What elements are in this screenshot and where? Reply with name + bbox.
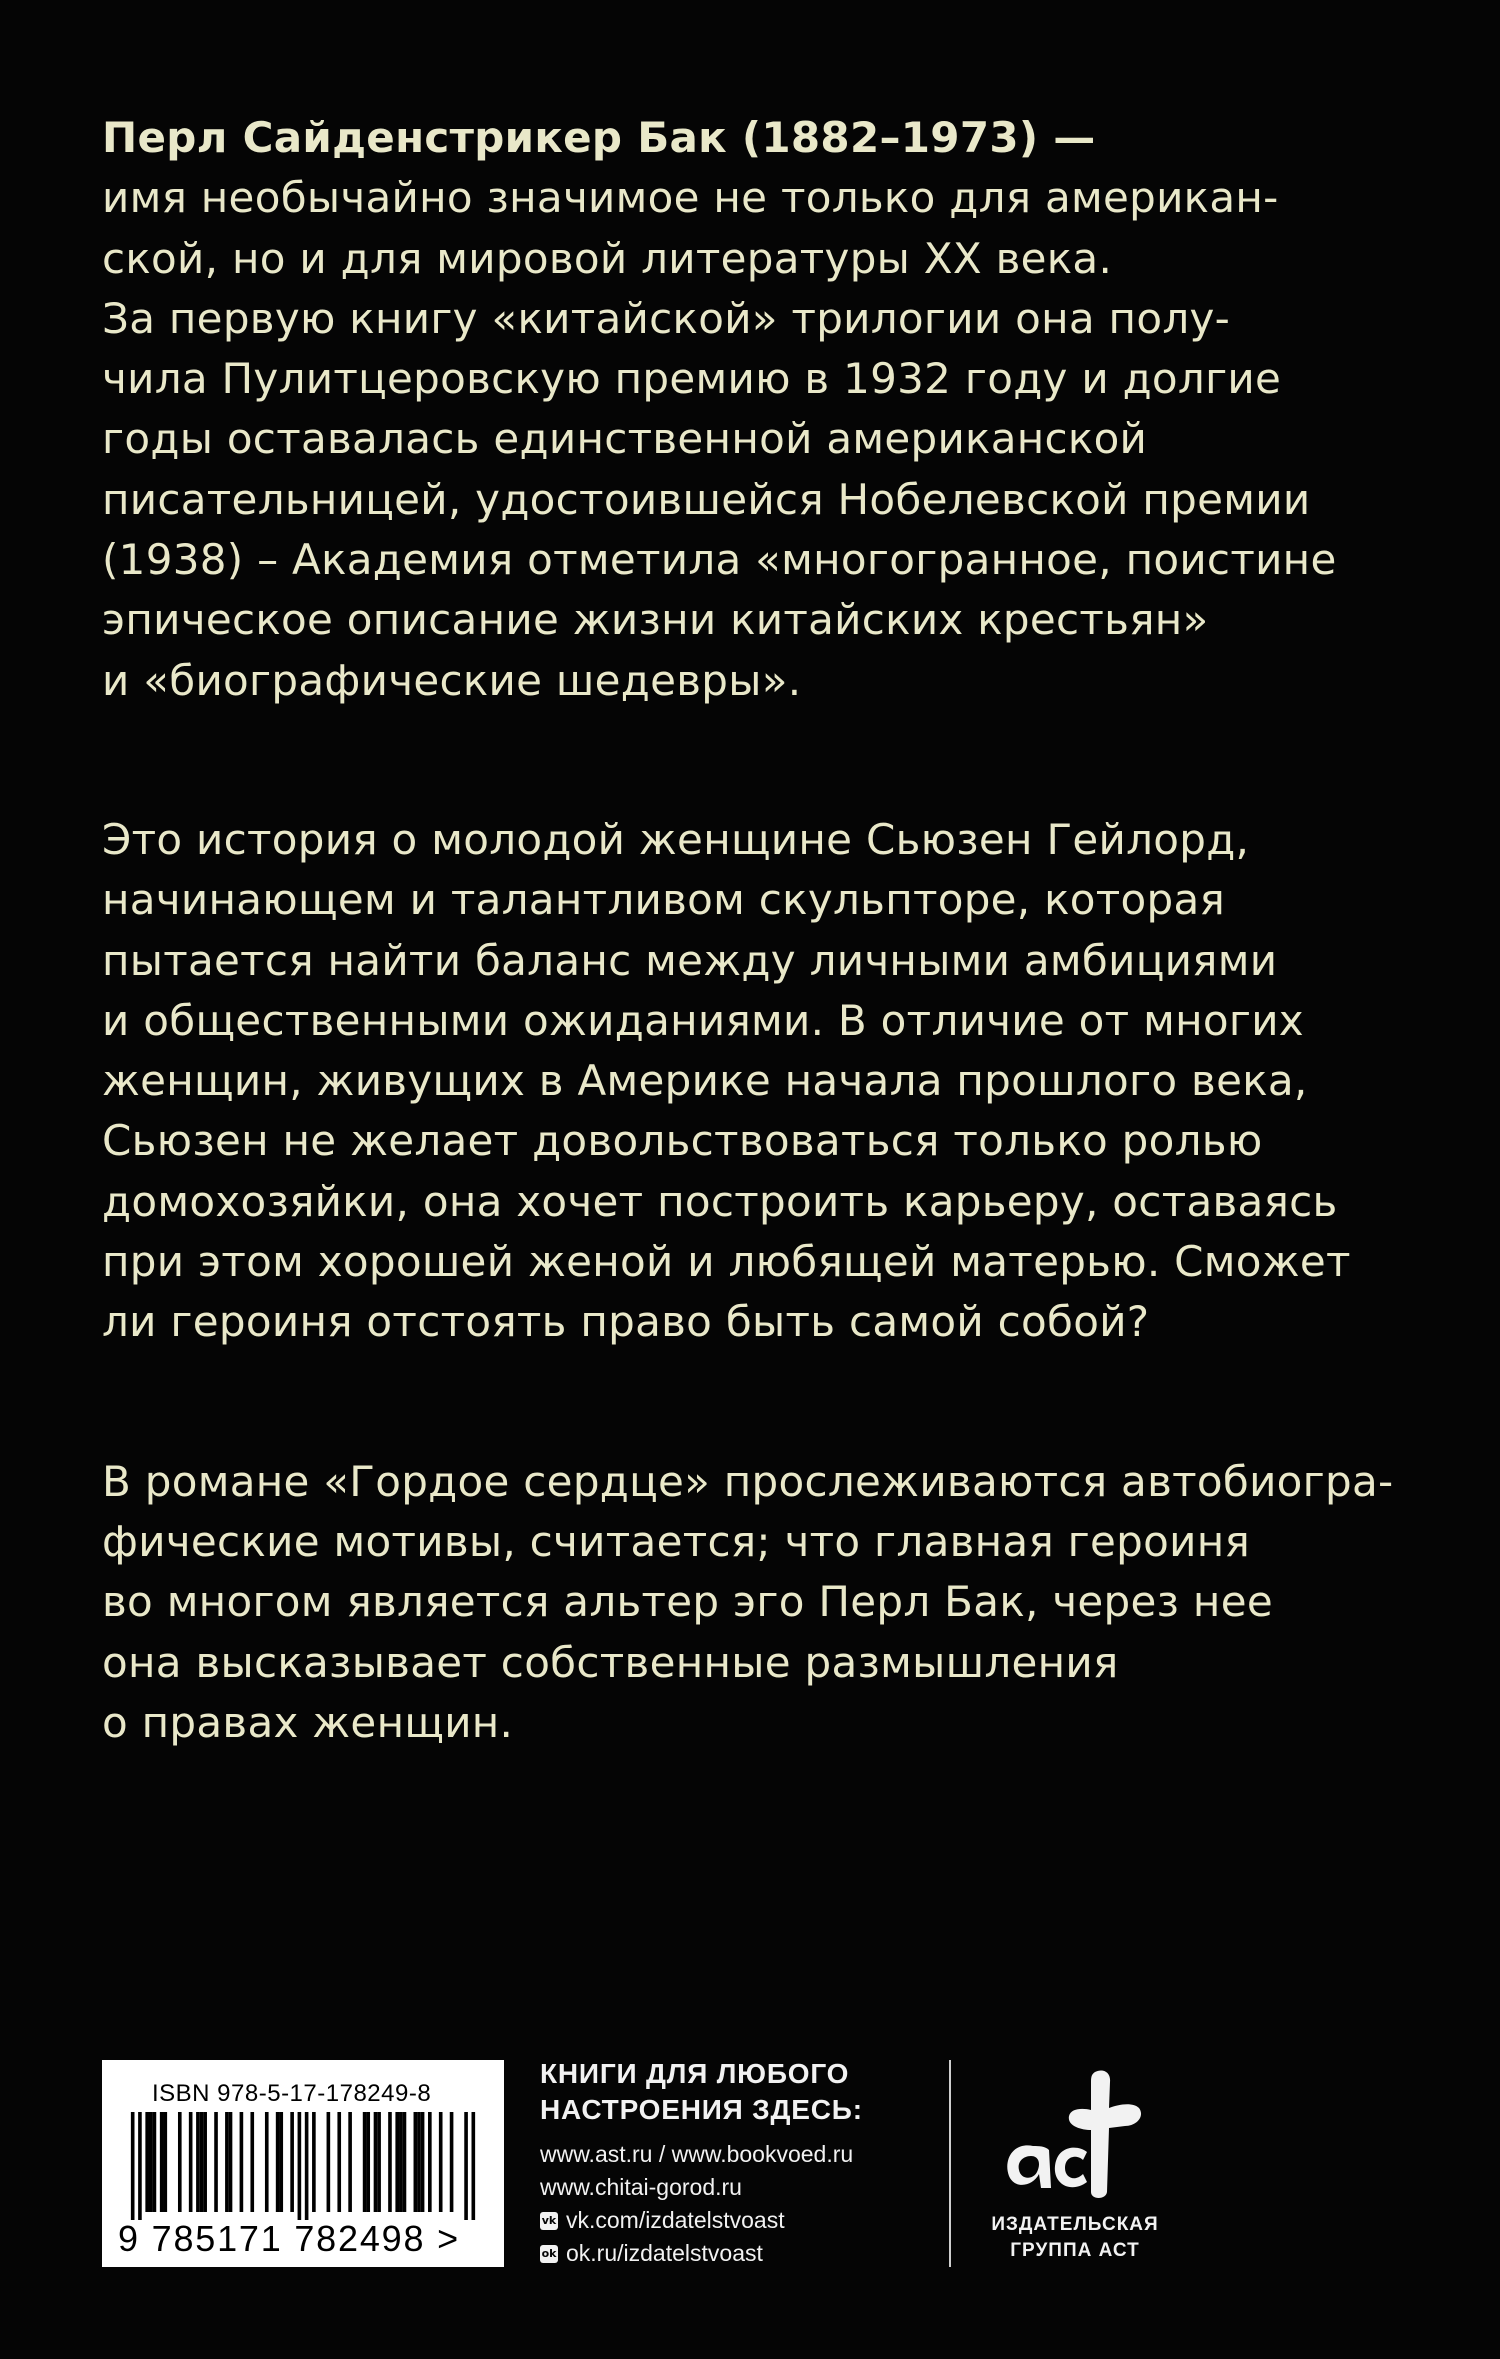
text-line: В романе «Гордое сердце» прослеживаются автобиогра- bbox=[102, 1456, 1394, 1506]
vk-link[interactable]: vk.com/izdatelstvoast bbox=[566, 2207, 785, 2233]
website-link[interactable]: www.ast.ru / www.bookvoed.ru bbox=[540, 2141, 854, 2167]
author-lead-line: Перл Сайденстрикер Бак (1882–1973) — bbox=[102, 113, 1096, 162]
logo-caption-line: ИЗДАТЕЛЬСКАЯ bbox=[991, 2214, 1159, 2235]
vk-icon: vk bbox=[540, 2212, 558, 2230]
vk-row[interactable] bbox=[540, 2204, 920, 2237]
publisher-logo bbox=[985, 2064, 1159, 2264]
barcode-bar bbox=[163, 2112, 167, 2212]
barcode-digits: 9 785171 782498 > bbox=[118, 2218, 460, 2259]
text-line: За первую книгу «китайской» трилогии она полу- bbox=[102, 293, 1231, 343]
barcode-bar bbox=[145, 2112, 149, 2212]
barcode-bar bbox=[131, 2112, 135, 2220]
isbn-label: ISBN 978-5-17-178249-8 bbox=[152, 2080, 432, 2107]
barcode-bar bbox=[203, 2112, 207, 2212]
barcode-bar bbox=[138, 2112, 142, 2220]
text-line: и общественными ожиданиями. В отличие от многих bbox=[102, 995, 1304, 1045]
barcode-bar bbox=[290, 2112, 294, 2212]
text-line: имя необычайно значимое не только для американ- bbox=[102, 173, 1279, 223]
isbn-barcode bbox=[102, 2060, 504, 2267]
text-line: и «биографические шедевры». bbox=[102, 655, 802, 705]
barcode-bar bbox=[366, 2112, 370, 2212]
barcode-bar bbox=[348, 2112, 352, 2212]
barcode-bar bbox=[403, 2112, 407, 2212]
barcode-bar bbox=[421, 2112, 425, 2212]
text-line: Сьюзен не желает довольствоваться только ролью bbox=[102, 1116, 1263, 1166]
barcode-bar bbox=[337, 2112, 341, 2212]
barcode-bar bbox=[472, 2112, 476, 2220]
text-line: (1938) – Академия отметила «многогранное, поистине bbox=[102, 535, 1337, 585]
barcode-bar bbox=[388, 2112, 392, 2212]
info-heading-line: КНИГИ ДЛЯ ЛЮБОГО bbox=[540, 2058, 850, 2089]
logo-caption-line: ГРУППА АСТ bbox=[1010, 2240, 1140, 2261]
text-line: во многом является альтер эго Перл Бак, через нее bbox=[102, 1577, 1273, 1627]
barcode-bar bbox=[450, 2112, 454, 2212]
text-line: она высказывает собственные размышления bbox=[102, 1637, 1119, 1687]
barcode-bar bbox=[160, 2112, 164, 2212]
text-line: Это история о молодой женщине Сьюзен Гейлорд, bbox=[102, 814, 1250, 864]
paragraph-themes bbox=[102, 1452, 1402, 1753]
ok-icon: ok bbox=[540, 2245, 558, 2263]
text-line: годы оставалась единственной американской bbox=[102, 414, 1148, 464]
barcode-bar bbox=[312, 2112, 316, 2212]
barcode-bar bbox=[225, 2112, 229, 2212]
barcode-bar bbox=[439, 2112, 443, 2212]
barcode-bar bbox=[417, 2112, 421, 2212]
vertical-divider bbox=[949, 2060, 951, 2267]
info-heading-line: НАСТРОЕНИЯ ЗДЕСЬ: bbox=[540, 2094, 863, 2125]
text-line: домохозяйки, она хочет построить карьеру, оставаясь bbox=[102, 1176, 1338, 1226]
text-line: чила Пулитцеровскую премию в 1932 году и долгие bbox=[102, 354, 1282, 404]
barcode-bar bbox=[428, 2112, 432, 2212]
barcode-bar bbox=[363, 2112, 367, 2212]
logo-caption bbox=[985, 2212, 1165, 2264]
barcode-bar bbox=[276, 2112, 280, 2212]
barcode-bar bbox=[196, 2112, 200, 2212]
barcode-bar bbox=[229, 2112, 233, 2212]
annotation-text bbox=[102, 108, 1402, 1753]
barcode-bar bbox=[240, 2112, 244, 2212]
barcode-bar bbox=[414, 2112, 418, 2212]
ok-link[interactable]: ok.ru/izdatelstvoast bbox=[566, 2240, 763, 2266]
text-line: пытается найти баланс между личными амбициями bbox=[102, 935, 1278, 985]
barcode-bar bbox=[149, 2112, 153, 2212]
barcode-bar bbox=[399, 2112, 403, 2212]
barcode-bar bbox=[298, 2112, 302, 2220]
barcode-bar bbox=[153, 2112, 157, 2212]
text-line: писательницей, удостоившейся Нобелевской премии bbox=[102, 474, 1311, 524]
text-line: о правах женщин. bbox=[102, 1697, 514, 1747]
text-line: эпическое описание жизни китайских крестьян» bbox=[102, 595, 1209, 645]
text-line: начинающем и талантливом скульпторе, которая bbox=[102, 875, 1226, 925]
paragraph-author-bio bbox=[102, 108, 1402, 711]
ast-logo-icon bbox=[999, 2064, 1149, 2204]
barcode-bar bbox=[464, 2112, 468, 2220]
barcode-bar bbox=[374, 2112, 378, 2212]
barcode-bar bbox=[395, 2112, 399, 2212]
publisher-info bbox=[540, 2056, 920, 2270]
barcode-bars bbox=[120, 2112, 486, 2220]
paragraph-plot bbox=[102, 810, 1402, 1353]
barcode-bar bbox=[250, 2112, 254, 2212]
ok-row[interactable] bbox=[540, 2237, 920, 2270]
text-line: ской, но и для мировой литературы XX века. bbox=[102, 233, 1113, 283]
website-link[interactable]: www.chitai-gorod.ru bbox=[540, 2174, 742, 2200]
text-line: при этом хорошей женой и любящей матерью. Сможет bbox=[102, 1237, 1351, 1287]
store-links bbox=[540, 2138, 920, 2270]
text-line: женщин, живущих в Америке начала прошлого века, bbox=[102, 1056, 1308, 1106]
barcode-bar bbox=[189, 2112, 193, 2212]
barcode-bar bbox=[200, 2112, 204, 2212]
text-line: фические мотивы, считается; что главная героиня bbox=[102, 1516, 1251, 1566]
barcode-bar bbox=[279, 2112, 283, 2212]
barcode-bar bbox=[178, 2112, 182, 2212]
barcode-bar bbox=[377, 2112, 381, 2212]
barcode-bar bbox=[327, 2112, 331, 2212]
barcode-bar bbox=[305, 2112, 309, 2220]
barcode-bar bbox=[265, 2112, 269, 2212]
barcode-bar bbox=[214, 2112, 218, 2212]
text-line: ли героиня отстоять право быть самой собой? bbox=[102, 1297, 1150, 1347]
